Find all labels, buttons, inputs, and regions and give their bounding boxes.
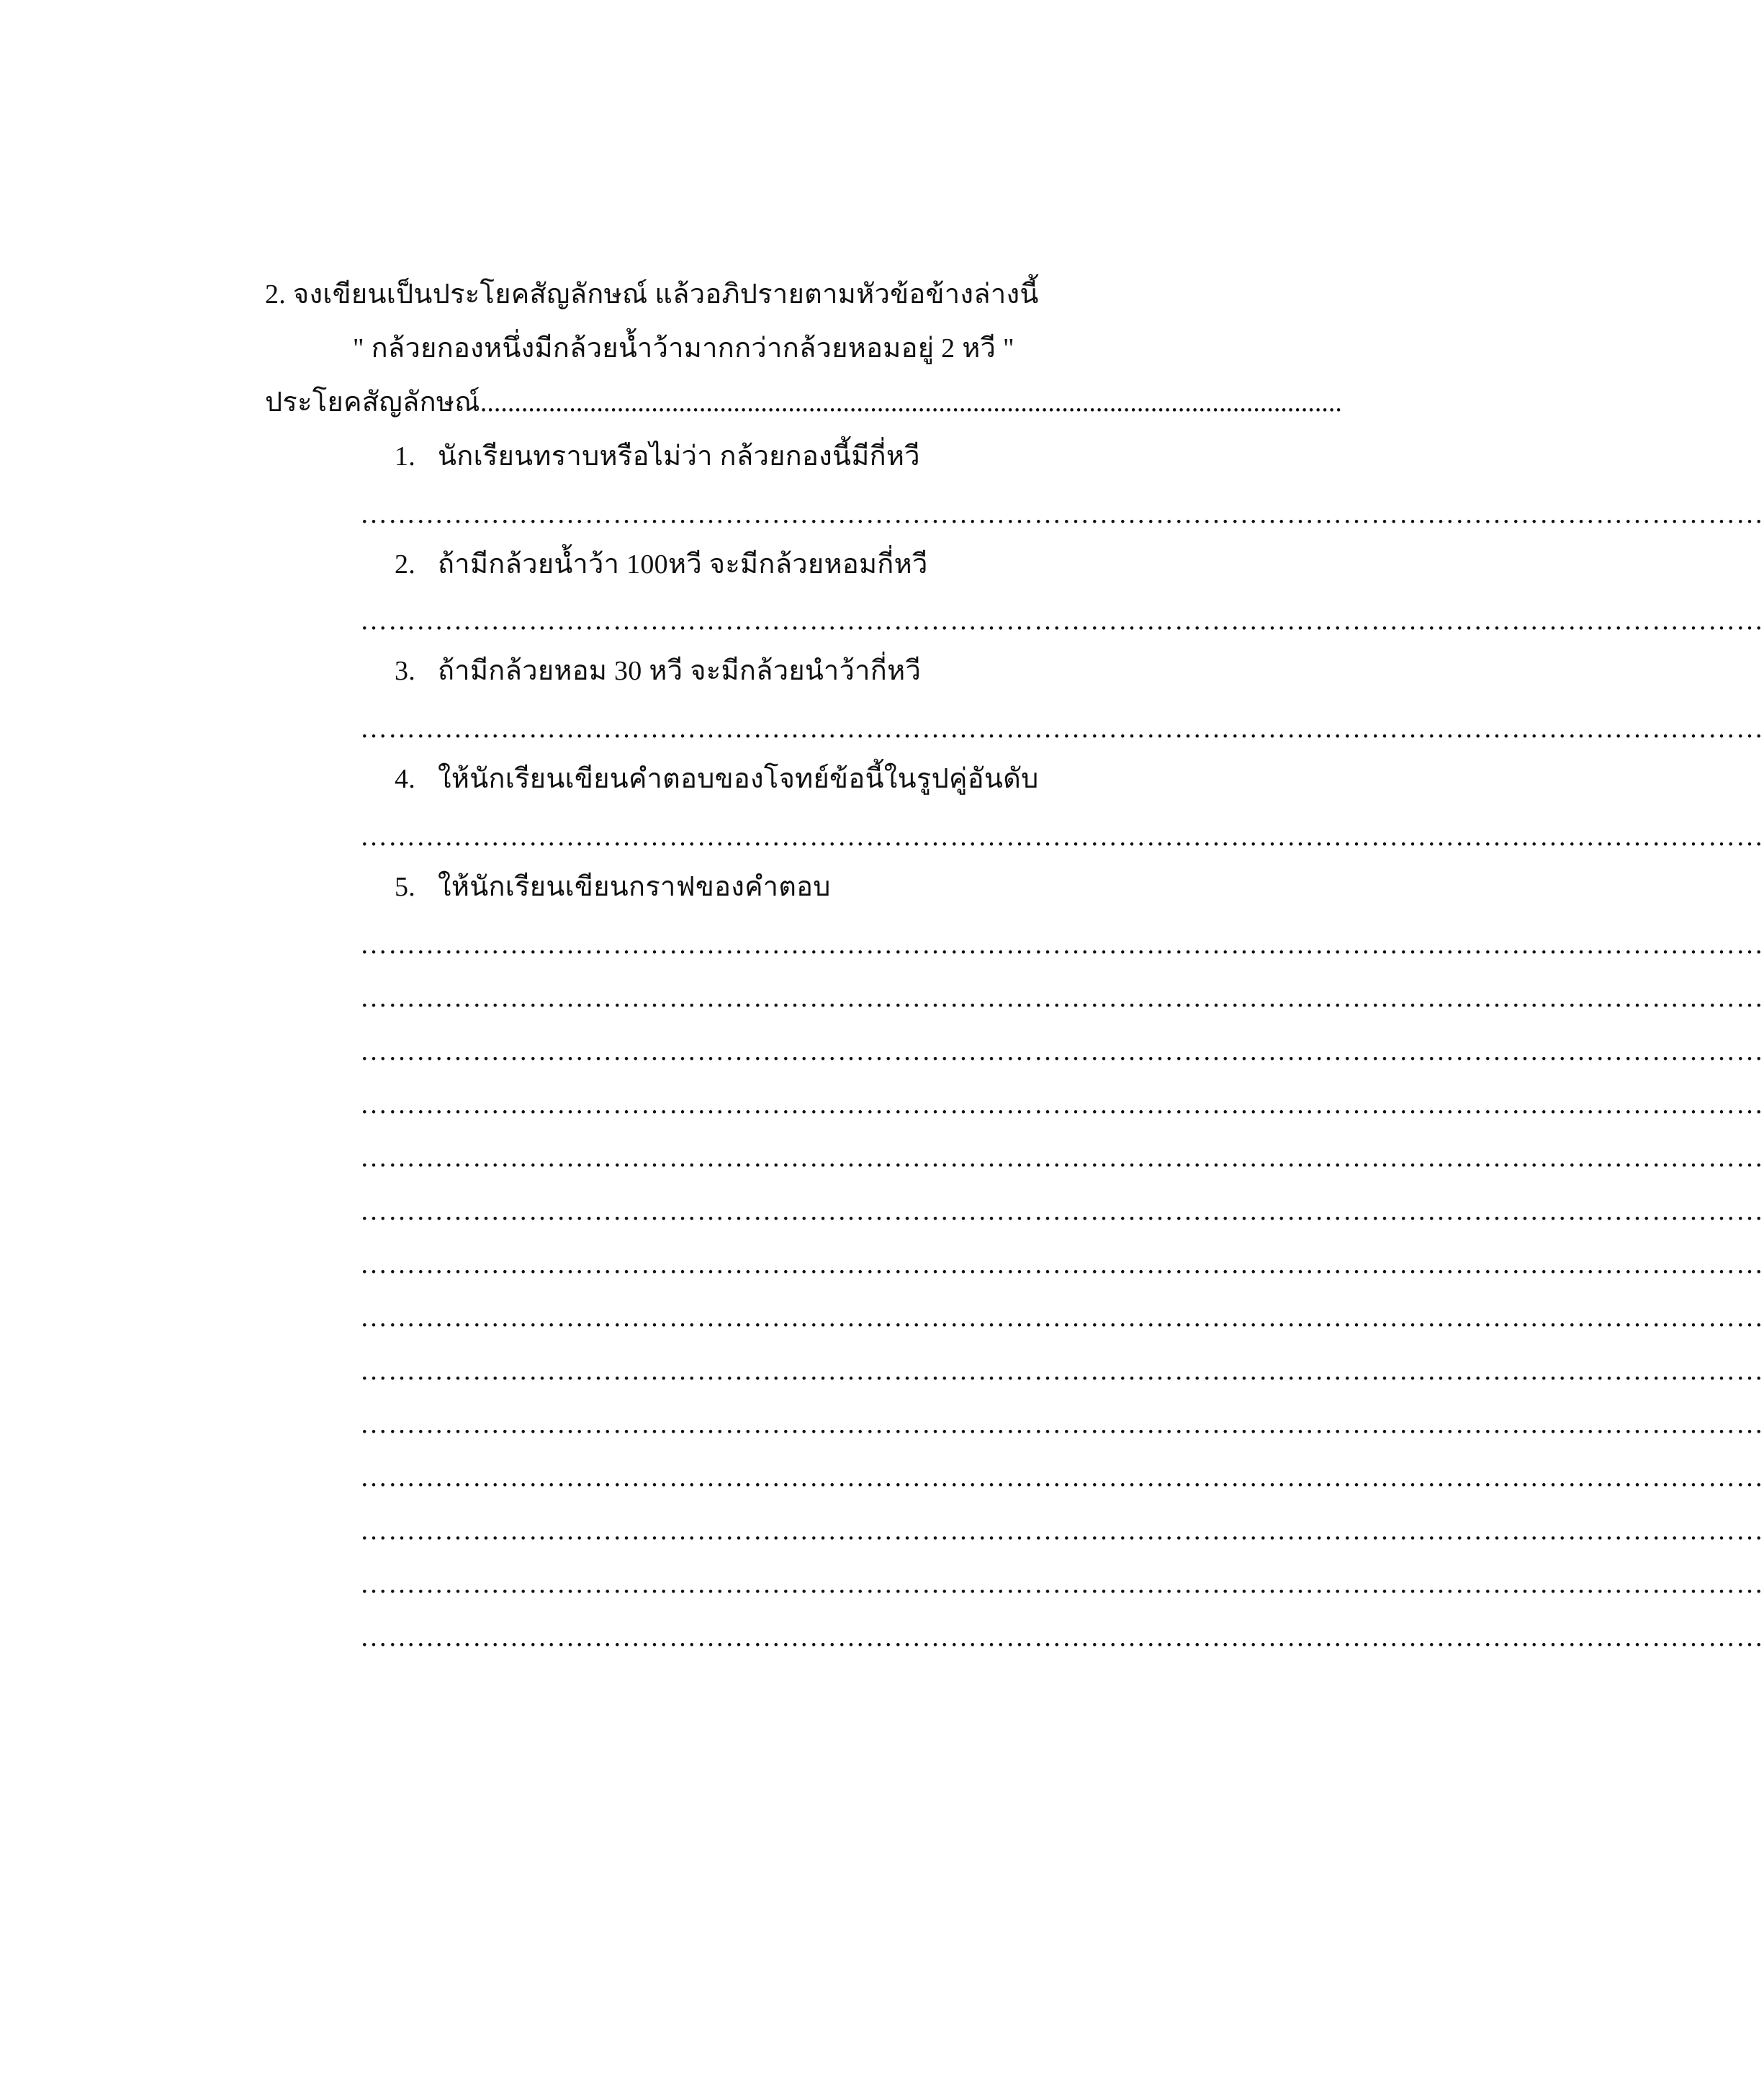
answer-line[interactable]: …………………………………………………………………………………………………………………………………… — [360, 1622, 1764, 1652]
symbolic-sentence-line — [265, 385, 1342, 420]
answer-line[interactable]: …………………………………………………………………………………………………………………………………… — [360, 1462, 1764, 1492]
answer-line[interactable]: …………………………………………………………………………………………………………………………………… — [360, 1409, 1764, 1439]
question-3-text: ถ้ามีกล้วยหอม 30 หวี จะมีกล้วยนำว้ากี่หวี — [438, 656, 922, 686]
answer-line[interactable]: …………………………………………………………………………………………………………………………………… — [360, 821, 1764, 852]
answer-line[interactable]: …………………………………………………………………………………………………………………………………… — [360, 1356, 1764, 1386]
question-1 — [395, 439, 920, 474]
answer-line[interactable]: …………………………………………………………………………………………………………………………………… — [360, 605, 1764, 636]
question-2 — [395, 547, 928, 582]
symbolic-sentence-blank[interactable]: .............................................................................................................................. — [480, 387, 1342, 418]
question-1-number: 1. — [395, 441, 416, 472]
answer-line[interactable]: …………………………………………………………………………………………………………………………………… — [360, 1036, 1764, 1066]
answer-line[interactable]: …………………………………………………………………………………………………………………………………… — [360, 713, 1764, 744]
question-4-number: 4. — [395, 764, 416, 794]
question-5 — [395, 870, 831, 904]
answer-line[interactable]: …………………………………………………………………………………………………………………………………… — [360, 1249, 1764, 1279]
question-4 — [395, 762, 1039, 796]
answer-line[interactable]: …………………………………………………………………………………………………………………………………… — [360, 1569, 1764, 1599]
answer-line[interactable]: …………………………………………………………………………………………………………………………………… — [360, 1196, 1764, 1226]
answer-line[interactable]: …………………………………………………………………………………………………………………………………… — [360, 1302, 1764, 1333]
problem-quote: " กล้วยกองหนึ่งมีกล้วยน้ำว้ามากกว่ากล้วยหอมอยู่ 2 หวี " — [353, 333, 1014, 364]
answer-line[interactable]: …………………………………………………………………………………………………………………………………… — [360, 1089, 1764, 1120]
answer-line[interactable]: …………………………………………………………………………………………………………………………………… — [360, 1143, 1764, 1173]
question-2-text: ถ้ามีกล้วยน้ำว้า 100หวี จะมีกล้วยหอมกี่หวี — [438, 549, 928, 580]
answer-line[interactable]: …………………………………………………………………………………………………………………………………… — [360, 983, 1764, 1013]
answer-line[interactable]: …………………………………………………………………………………………………………………………………… — [360, 1516, 1764, 1546]
answer-line[interactable]: …………………………………………………………………………………………………………………………………… — [360, 929, 1764, 960]
question-3 — [395, 654, 921, 688]
question-2-number: 2. — [395, 549, 416, 580]
question-4-text: ให้นักเรียนเขียนคำตอบของโจทย์ข้อนี้ในรูปคู่อันดับ — [438, 764, 1039, 794]
question-5-number: 5. — [395, 872, 416, 902]
instruction-heading: 2. จงเขียนเป็นประโยคสัญลักษณ์ แล้วอภิปรายตามหัวข้อข้างล่างนี้ — [265, 279, 1039, 310]
question-5-text: ให้นักเรียนเขียนกราฟของคำตอบ — [438, 872, 831, 902]
question-1-text: นักเรียนทราบหรือไม่ว่า กล้วยกองนี้มีกี่หวี — [438, 441, 920, 472]
symbolic-sentence-label: ประโยคสัญลักษณ์ — [265, 387, 480, 418]
question-3-number: 3. — [395, 656, 416, 686]
answer-line[interactable]: …………………………………………………………………………………………………………………………………… — [360, 499, 1764, 529]
